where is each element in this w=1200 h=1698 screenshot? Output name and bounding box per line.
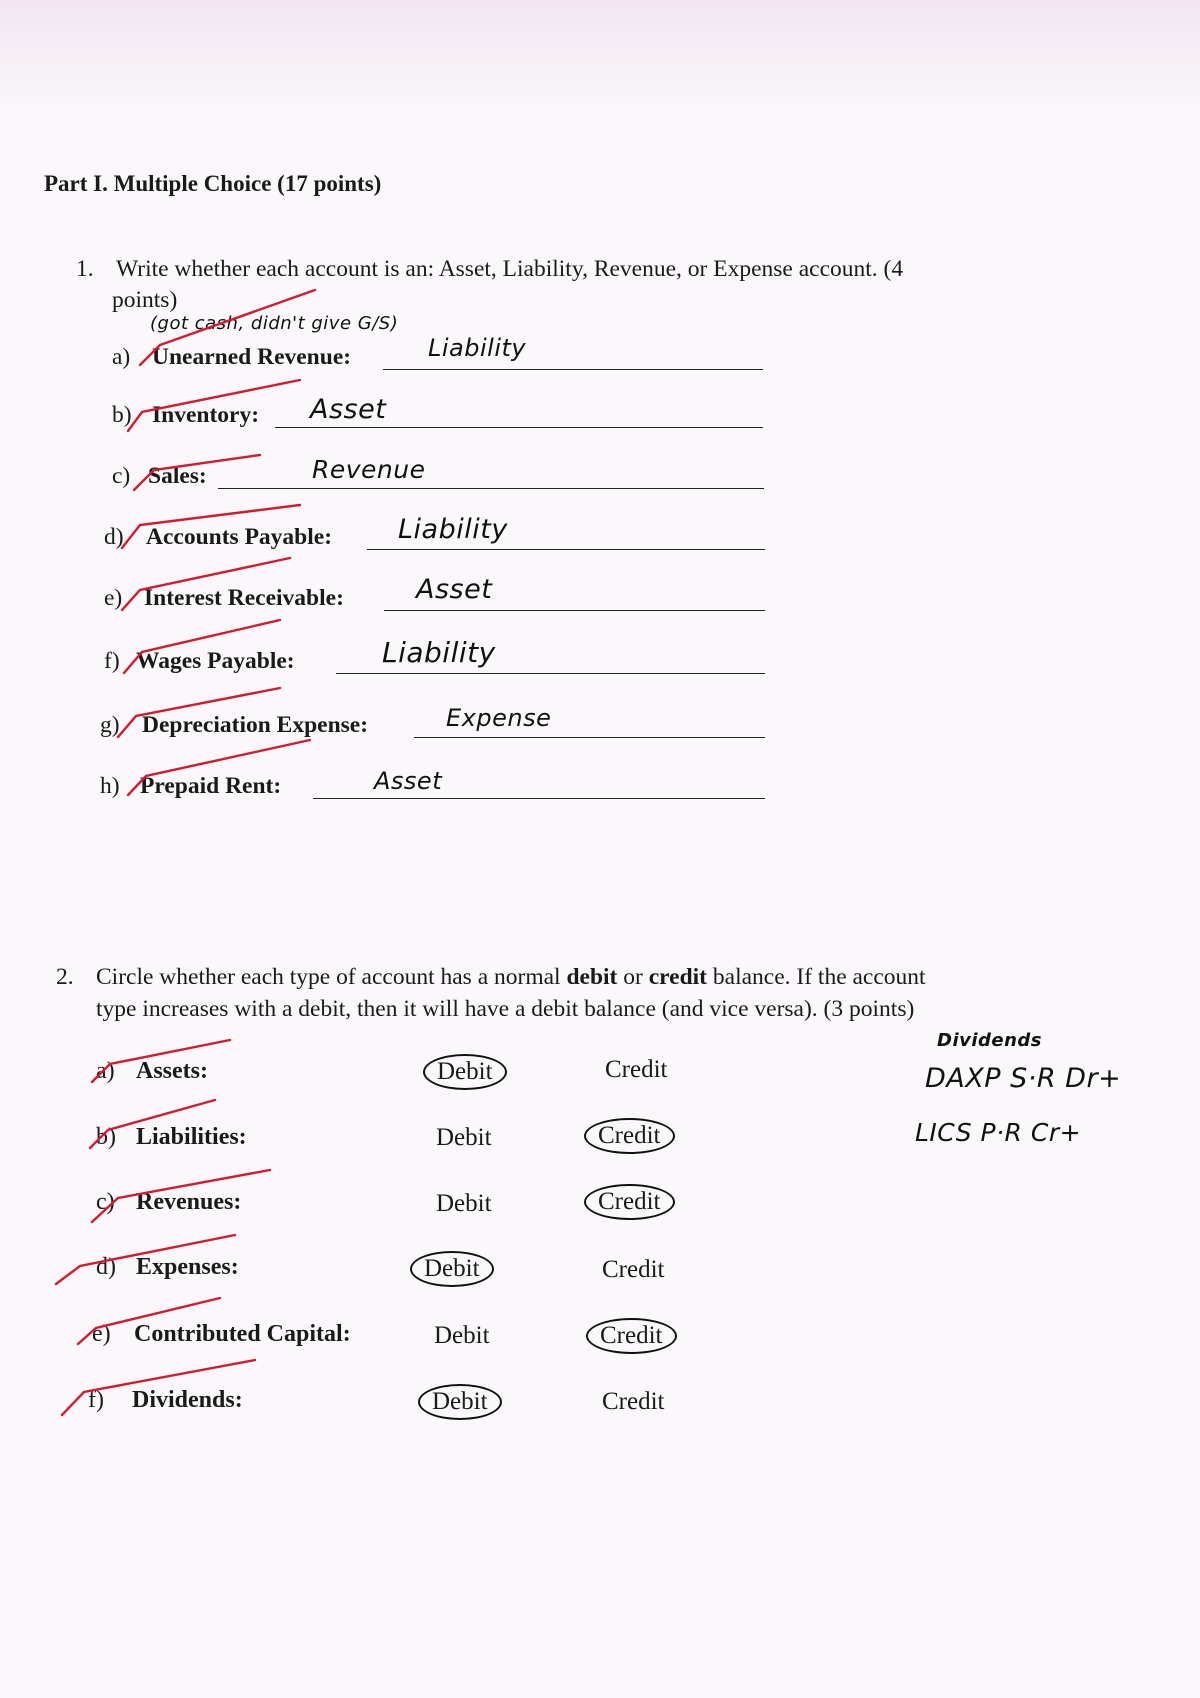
debit-option[interactable]: Debit bbox=[436, 1190, 492, 1217]
q1-item-label: Depreciation Expense: bbox=[142, 712, 369, 738]
q1-handwritten-note: (got cash, didn't give G/S) bbox=[150, 313, 399, 334]
q1-item-answer: Expense bbox=[446, 704, 552, 732]
red-check-mark bbox=[118, 688, 280, 737]
q1-item-answer: Liability bbox=[428, 334, 527, 362]
credit-option-circled[interactable]: Credit bbox=[586, 1318, 677, 1354]
q2-number: 2. bbox=[56, 964, 74, 990]
q1-item-answer: Revenue bbox=[312, 455, 426, 484]
red-check-mark bbox=[56, 1235, 235, 1284]
margin-note-debit-rule: DAXP S·R Dr+ bbox=[925, 1063, 1122, 1094]
red-check-mark bbox=[62, 1360, 255, 1415]
credit-option[interactable]: Credit bbox=[602, 1256, 665, 1283]
q2-text-part: balance. If the account bbox=[707, 964, 926, 990]
q1-item-answer: Asset bbox=[374, 767, 443, 795]
q2-row-letter: f) bbox=[88, 1387, 104, 1413]
q1-text-line2: points) bbox=[112, 287, 178, 313]
q2-row-label: Expenses: bbox=[136, 1254, 239, 1280]
q1-item-letter: f) bbox=[104, 648, 120, 674]
q1-item-label: Prepaid Rent: bbox=[140, 773, 282, 799]
q1-text-line1: Write whether each account is an: Asset, Liability, Revenue, or Expense account. (4 bbox=[116, 256, 904, 282]
q1-item-answer: Asset bbox=[416, 574, 493, 605]
q1-item-letter: b) bbox=[112, 402, 132, 428]
credit-option[interactable]: Credit bbox=[605, 1056, 668, 1083]
q1-item-label: Interest Receivable: bbox=[144, 585, 344, 611]
q1-item-answer: Liability bbox=[398, 514, 508, 545]
part-heading: Part I. Multiple Choice (17 points) bbox=[44, 171, 382, 196]
q1-number: 1. bbox=[76, 256, 94, 282]
q2-text-debit: debit bbox=[566, 964, 618, 990]
q2-row-label: Assets: bbox=[136, 1058, 208, 1084]
credit-option-circled[interactable]: Credit bbox=[584, 1184, 675, 1220]
margin-note-dividends: Dividends bbox=[937, 1030, 1043, 1051]
q1-item-letter: d) bbox=[104, 524, 124, 550]
red-check-mark bbox=[134, 455, 260, 490]
q2-row-letter: d) bbox=[96, 1254, 116, 1280]
q2-row-letter: b) bbox=[96, 1124, 116, 1150]
debit-option-circled[interactable]: Debit bbox=[423, 1054, 507, 1090]
red-check-mark bbox=[122, 558, 290, 610]
q2-text-line2: type increases with a debit, then it will have a debit balance (and vice versa). (3 points) bbox=[96, 996, 915, 1022]
red-check-mark bbox=[128, 740, 310, 795]
q1-item-label: Inventory: bbox=[152, 402, 260, 428]
margin-note-credit-rule: LICS P·R Cr+ bbox=[915, 1118, 1082, 1147]
credit-option[interactable]: Credit bbox=[602, 1388, 665, 1415]
q1-item-letter: g) bbox=[100, 712, 120, 738]
q2-row-label: Contributed Capital: bbox=[134, 1321, 351, 1347]
red-check-mark bbox=[124, 620, 280, 673]
q2-row-letter: a) bbox=[96, 1058, 115, 1084]
red-check-mark bbox=[92, 1170, 270, 1222]
q2-row-label: Dividends: bbox=[132, 1387, 243, 1413]
debit-option-circled[interactable]: Debit bbox=[410, 1251, 494, 1287]
q1-item-answer: Liability bbox=[382, 636, 496, 669]
q1-item-letter: h) bbox=[100, 773, 120, 799]
q1-item-answer: Asset bbox=[310, 394, 387, 425]
q1-item-label: Unearned Revenue: bbox=[152, 344, 352, 370]
q2-text-credit: credit bbox=[648, 964, 708, 990]
q2-text-part: Circle whether each type of account has a normal bbox=[96, 964, 567, 990]
q1-item-letter: c) bbox=[112, 463, 131, 489]
q1-item-label: Accounts Payable: bbox=[146, 524, 333, 550]
debit-option[interactable]: Debit bbox=[436, 1124, 492, 1151]
q2-text-part: or bbox=[617, 964, 649, 990]
red-check-mark bbox=[90, 1100, 215, 1148]
red-check-mark bbox=[122, 505, 300, 548]
q2-row-letter: e) bbox=[92, 1321, 111, 1347]
debit-option[interactable]: Debit bbox=[434, 1322, 490, 1349]
q1-item-label: Sales: bbox=[148, 463, 207, 489]
q2-row-label: Liabilities: bbox=[136, 1124, 247, 1150]
debit-option-circled[interactable]: Debit bbox=[418, 1384, 502, 1420]
red-check-mark bbox=[92, 1040, 230, 1082]
q1-item-label: Wages Payable: bbox=[136, 648, 295, 674]
credit-option-circled[interactable]: Credit bbox=[584, 1118, 675, 1154]
q1-item-letter: e) bbox=[104, 585, 123, 611]
q2-row-label: Revenues: bbox=[136, 1189, 242, 1215]
red-check-mark bbox=[128, 380, 300, 431]
red-check-mark bbox=[140, 290, 315, 365]
q2-row-letter: c) bbox=[96, 1189, 115, 1215]
q1-item-letter: a) bbox=[112, 344, 131, 370]
red-check-mark bbox=[78, 1298, 220, 1344]
